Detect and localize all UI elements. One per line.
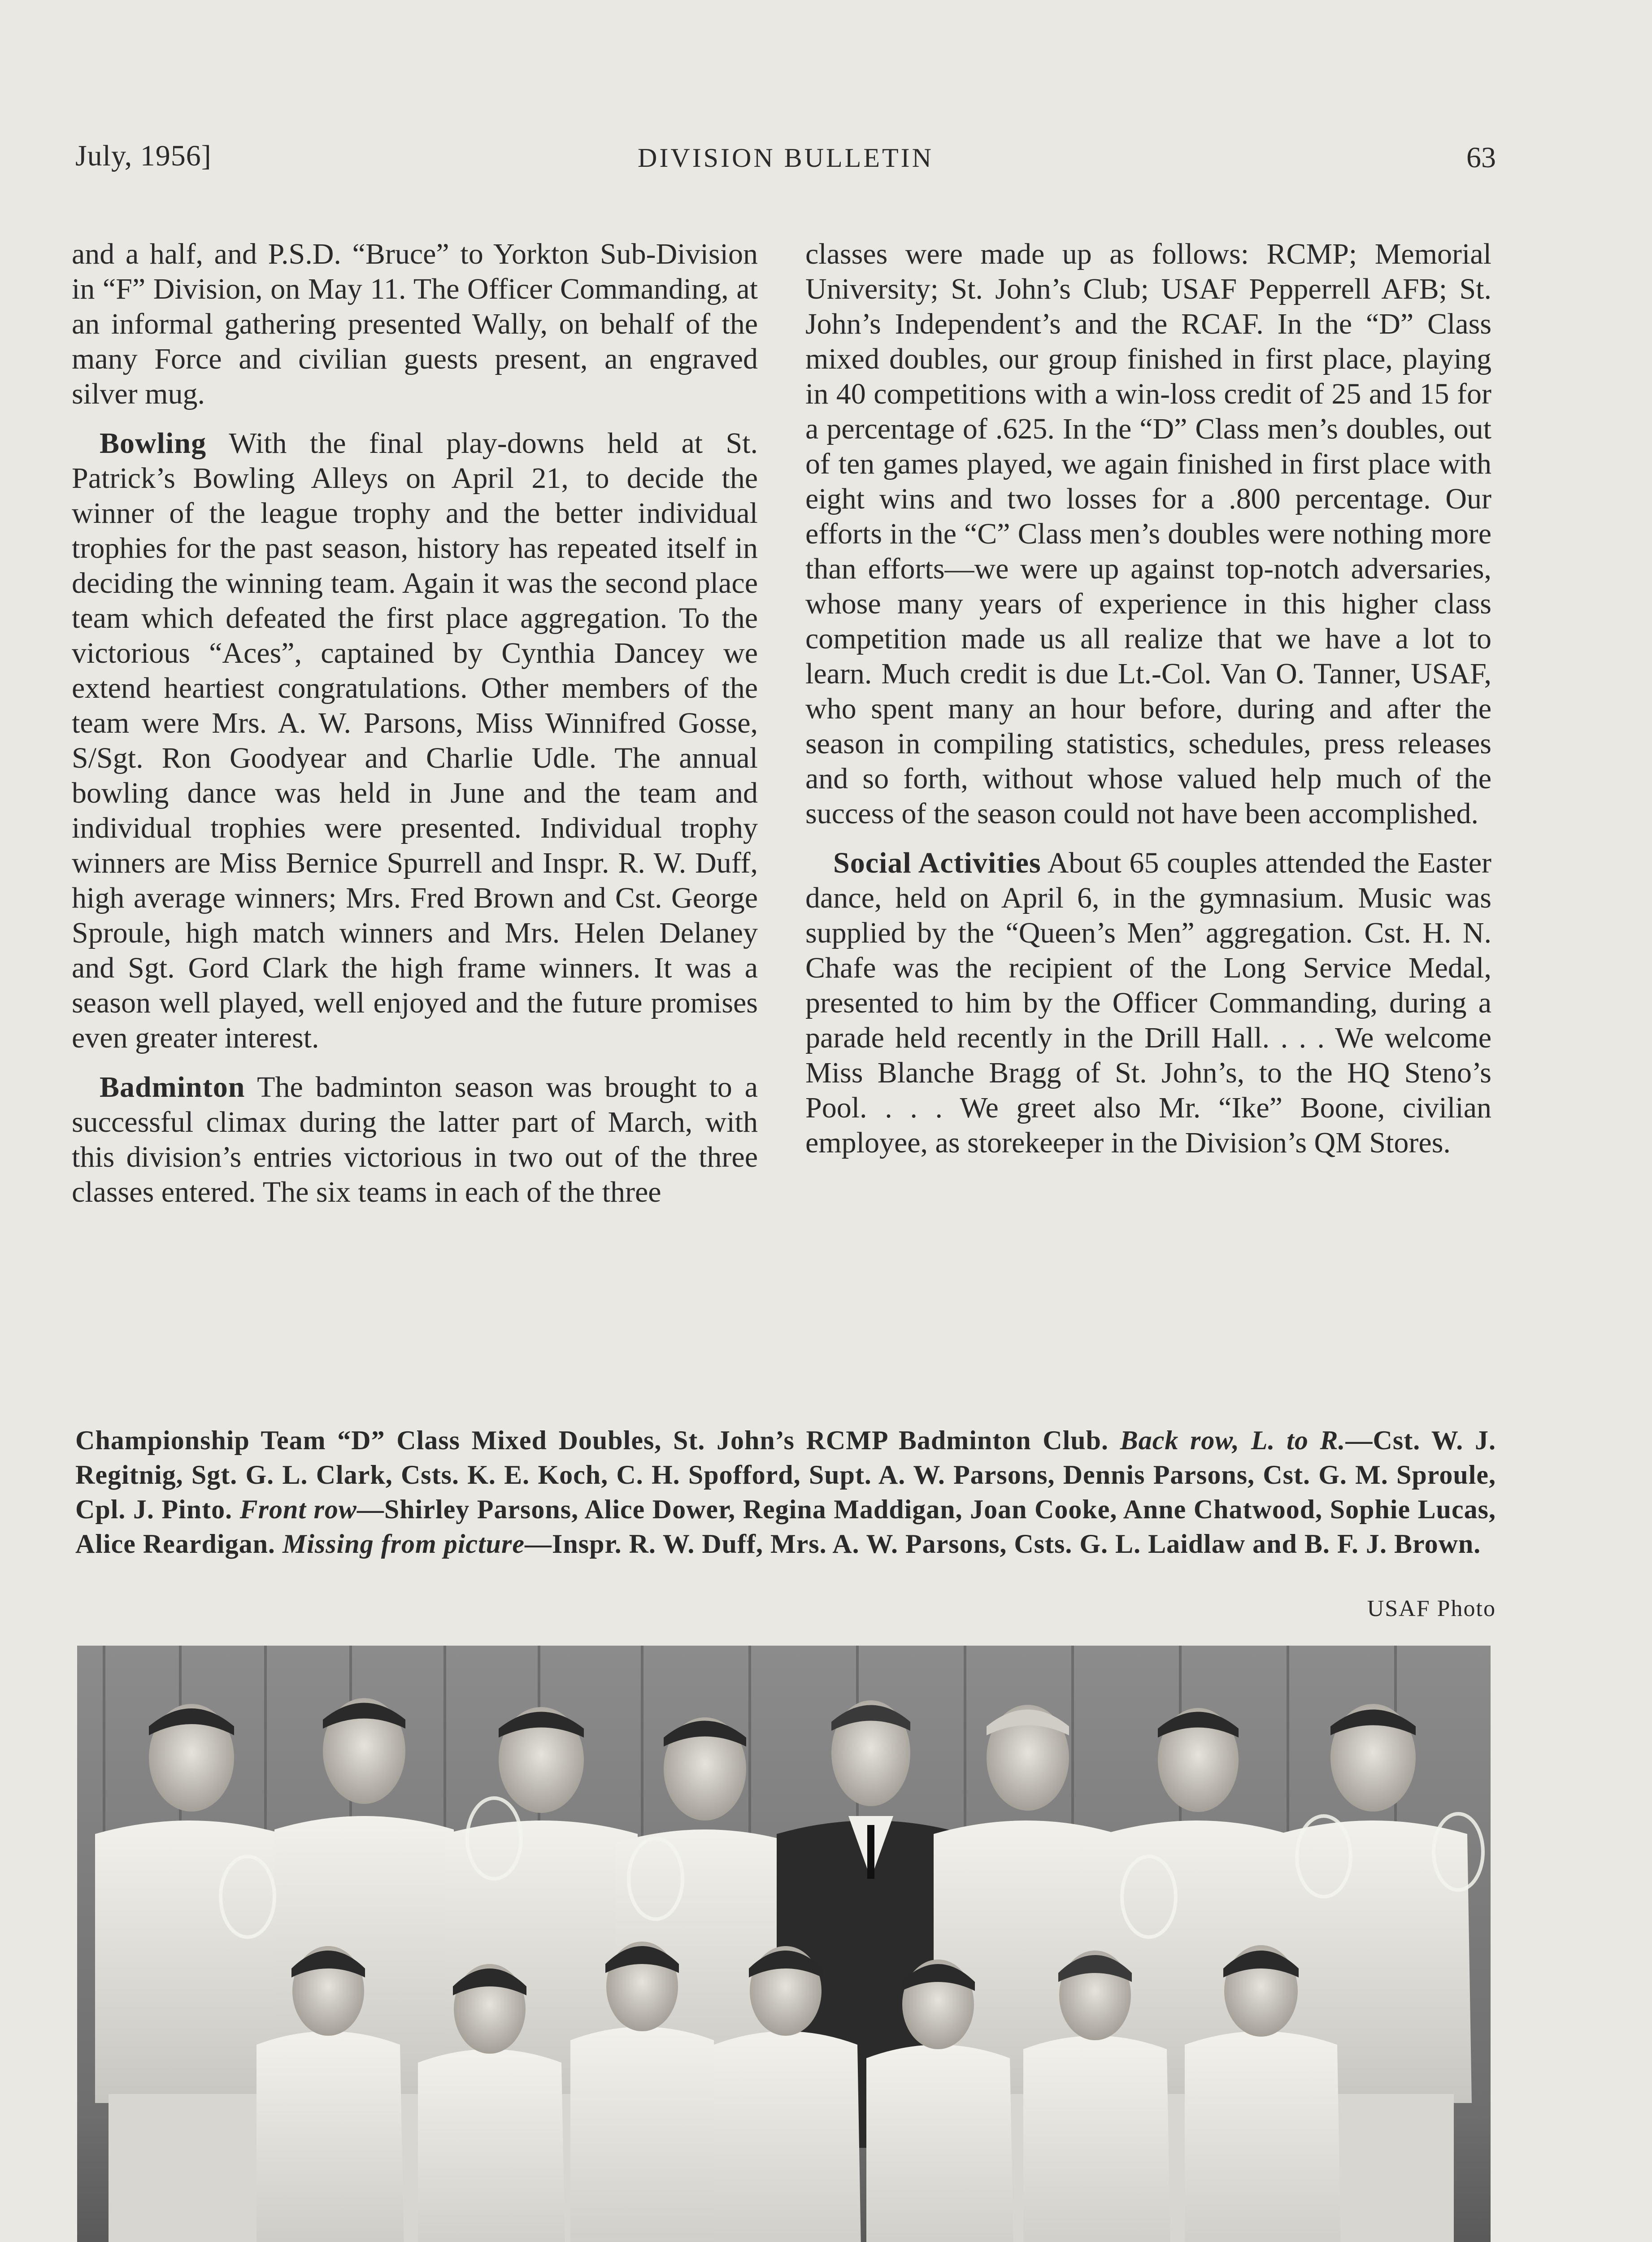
caption-back-row-names: —Cst. W. J. Regitnig, Sgt. G. L. Clark, Csts. K. E. Koch, C. H. Spofford, Supt. A. W. Parsons, Dennis Parsons, Cst. G. M. Sproule, Cpl. J. Pinto.: [75, 1425, 1496, 1524]
caption-back-row-label: Back row, L. to R.: [1120, 1425, 1346, 1455]
paragraph-badminton: [72, 1070, 758, 1210]
photo-caption: [75, 1423, 1496, 1561]
right-column: [805, 237, 1491, 1175]
paragraph-social: [805, 846, 1491, 1160]
caption-front-row-names: —Shirley Parsons, Alice Dower, Regina Maddigan, Joan Cooke, Anne Chatwood, Sophie Lucas, Alice Reardigan.: [75, 1495, 1496, 1559]
header-title: DIVISION BULLETIN: [638, 143, 934, 173]
paragraph-classes: classes were made up as follows: RCMP; Memorial University; St. John’s Club; USAF Pepperrell AFB; St. John’s Independent’s and the RCAF. In the “D” Class mixed doubles, our group finished in first place, playing in 40 competitions with a win-loss credit of 25 and 15 for a percentage of .625. In the “D” Class men’s doubles, out of ten games played, we again finished in first place with eight wins and two losses for a .800 percentage. Our efforts in the “C” Class men’s doubles were nothing more than efforts—we were up against top-notch adversaries, whose many years of experience in this higher class competition made us all realize that we have a lot to learn. Much credit is due Lt.-Col. Van O. Tanner, USAF, who spent many an hour before, during and after the season in compiling statistics, schedules, press releases and so forth, without whose valued help much of the success of the season could not have been accomplished.: [805, 238, 1491, 830]
caption-missing-names: —Inspr. R. W. Duff, Mrs. A. W. Parsons, Csts. G. L. Laidlaw and B. F. J. Brown.: [525, 1529, 1481, 1559]
left-column: [72, 237, 758, 1224]
heading-badminton: Badminton: [100, 1071, 245, 1104]
caption-front-row-label: Front row: [239, 1495, 357, 1524]
text-bowling: With the final play-downs held at St. Patrick’s Bowling Alleys on April 21, to decide the winner of the league trophy and the better individual trophies for the past season, history has repeated itself in deciding the winning team. Again it was the second place team which defeated the first place aggregation. To the victorious “Aces”, captained by Cynthia Dancey we extend heartiest congratulations. Other members of the team were Mrs. A. W. Parsons, Miss Winnifred Gosse, S/Sgt. Ron Goodyear and Charlie Udle. The annual bowling dance was held in June and the team and individual trophies were presented. Individual trophy winners are Miss Bernice Spurrell and Inspr. R. W. Duff, high average winners; Mrs. Fred Brown and Cst. George Sproule, high match winners and Mrs. Helen Delaney and Sgt. Gord Clark the high frame winners. It was a season well played, well enjoyed and the future promises even greater interest.: [72, 427, 758, 1054]
heading-social: Social Activities: [833, 847, 1041, 879]
caption-missing-label: Missing from picture: [282, 1529, 525, 1559]
photo-credit: USAF Photo: [1367, 1596, 1496, 1621]
caption-title: Championship Team “D” Class Mixed Doubles, St. John’s RCMP Badminton Club.: [75, 1425, 1120, 1455]
heading-bowling: Bowling: [100, 427, 207, 460]
page-header: [75, 139, 1496, 188]
team-photo-image: [77, 1646, 1491, 2242]
paragraph-bowling: [72, 426, 758, 1056]
team-photo: [77, 1646, 1491, 2242]
text-social: About 65 couples attended the Easter dance, held on April 6, in the gymnasium. Music was supplied by the “Queen’s Men” aggregation. Cst. H. N. Chafe was the recipient of the Long Service Medal, presented to him by the Officer Commanding, during a parade held recently in the Drill Hall. . . . We welcome Miss Blanche Bragg of St. John’s, to the HQ Steno’s Pool. . . . We greet also Mr. “Ike” Boone, civilian employee, as storekeeper in the Division’s QM Stores.: [805, 847, 1491, 1159]
page-number: 63: [1466, 141, 1496, 174]
header-date: July, 1956]: [75, 139, 212, 172]
paragraph-continuation: and a half, and P.S.D. “Bruce” to Yorkton Sub-Division in “F” Division, on May 11. The Officer Commanding, at an informal gathering presented Wally, on behalf of the many Force and civilian guests present, an engraved silver mug.: [72, 238, 758, 410]
text-badminton: The badminton season was brought to a successful climax during the latter part of March, with this division’s entries victorious in two out of the three classes entered. The six teams in each of the three: [72, 1071, 758, 1208]
